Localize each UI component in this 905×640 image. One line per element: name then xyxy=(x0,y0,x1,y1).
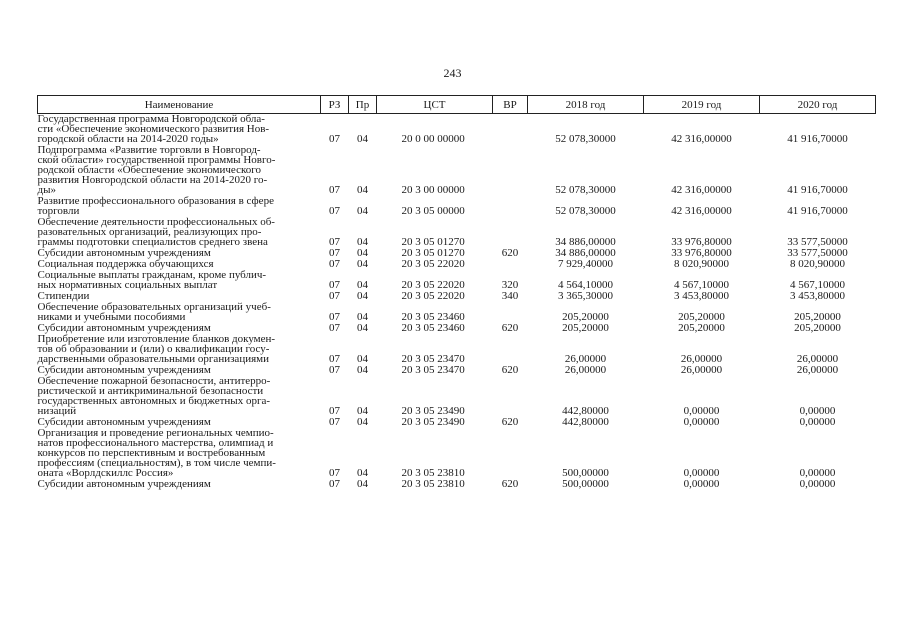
cell-cst: 20 3 05 22020 xyxy=(401,290,465,302)
cell-2020: 3 453,80000 xyxy=(790,290,845,302)
cell-2020: 41 916,70000 xyxy=(787,205,848,217)
cell-2018: 7 929,40000 xyxy=(558,258,613,270)
cell-rz: 07 xyxy=(329,364,340,376)
cell-2019: 33 976,80000 xyxy=(671,247,732,259)
table-row xyxy=(38,196,876,217)
cell-vr xyxy=(493,428,528,479)
cell-rz: 07 xyxy=(329,353,340,365)
table-row xyxy=(38,217,876,248)
cell-rz: 07 xyxy=(329,236,340,248)
cell-pr: 04 xyxy=(357,205,368,217)
cell-name: Подпрограмма «Развитие торговли в Новгород- ской области» государственной программы Новго- родской области «Обеспечение экономического развития Новгородской области на 2014-2020 го- ды» xyxy=(37,144,276,196)
cell-rz: 07 xyxy=(329,405,340,417)
cell-2020: 33 577,50000 xyxy=(787,247,848,259)
cell-2019: 205,20000 xyxy=(678,311,725,323)
cell-2018: 500,00000 xyxy=(562,467,609,479)
cell-rz: 07 xyxy=(329,290,340,302)
cell-2018: 34 886,00000 xyxy=(555,247,616,259)
cell-rz: 07 xyxy=(329,416,340,428)
cell-pr: 04 xyxy=(357,478,368,490)
cell-2019: 8 020,90000 xyxy=(674,258,729,270)
column-header-pr: Пр xyxy=(349,96,377,114)
cell-2018: 26,00000 xyxy=(564,364,607,376)
cell-name: Субсидии автономным учреждениям xyxy=(37,478,211,490)
cell-cst: 20 3 05 23490 xyxy=(401,405,465,417)
cell-vr: 620 xyxy=(501,416,519,428)
cell-cst: 20 3 05 22020 xyxy=(401,279,465,291)
cell-vr xyxy=(493,114,528,146)
cell-2018: 205,20000 xyxy=(562,322,609,334)
cell-2018: 52 078,30000 xyxy=(555,133,616,145)
column-header-2020: 2020 год xyxy=(760,96,876,114)
cell-vr: 340 xyxy=(501,290,519,302)
cell-name: Субсидии автономным учреждениям xyxy=(37,247,211,259)
cell-rz: 07 xyxy=(329,322,340,334)
cell-2020: 41 916,70000 xyxy=(787,184,848,196)
cell-2020: 41 916,70000 xyxy=(787,133,848,145)
column-header-2018: 2018 год xyxy=(528,96,644,114)
cell-2018: 3 365,30000 xyxy=(558,290,613,302)
cell-pr: 04 xyxy=(357,353,368,365)
cell-vr xyxy=(493,334,528,365)
table-row xyxy=(38,145,876,196)
cell-2019: 205,20000 xyxy=(678,322,725,334)
cell-name: Организация и проведение региональных чемпио- натов профессионального мастерства, олимпиад и конкурсов по перспективным и востребованным профессиям (специальностям), в том числе чемпи- оната «Ворлдскиллс Россия» xyxy=(37,427,276,479)
cell-name: Субсидии автономным учреждениям xyxy=(37,416,211,428)
cell-2019: 26,00000 xyxy=(680,353,723,365)
cell-2019: 26,00000 xyxy=(680,364,723,376)
cell-2019: 0,00000 xyxy=(683,467,720,479)
cell-2019: 42 316,00000 xyxy=(671,184,732,196)
cell-cst: 20 3 05 01270 xyxy=(401,247,465,259)
cell-name: Стипендии xyxy=(37,290,90,302)
table-row xyxy=(38,302,876,323)
table-body xyxy=(38,114,876,491)
cell-name: Обеспечение деятельности профессиональных об- разовательных организаций, реализующих про- граммы подготовки специалистов среднего звена xyxy=(37,216,275,248)
table-row xyxy=(38,479,876,490)
cell-2018: 442,80000 xyxy=(562,405,609,417)
cell-vr xyxy=(493,259,528,270)
cell-rz: 07 xyxy=(329,205,340,217)
cell-pr: 04 xyxy=(357,247,368,259)
cell-vr xyxy=(493,302,528,323)
cell-rz: 07 xyxy=(329,184,340,196)
cell-cst: 20 3 05 23810 xyxy=(401,467,465,479)
column-header-2019: 2019 год xyxy=(644,96,760,114)
cell-vr: 620 xyxy=(501,478,519,490)
cell-cst: 20 3 05 01270 xyxy=(401,236,465,248)
cell-cst: 20 3 05 00000 xyxy=(401,205,465,217)
cell-cst: 20 0 00 00000 xyxy=(401,133,465,145)
cell-pr: 04 xyxy=(357,290,368,302)
cell-2019: 42 316,00000 xyxy=(671,133,732,145)
cell-2019: 4 567,10000 xyxy=(674,279,729,291)
cell-2020: 0,00000 xyxy=(799,416,836,428)
cell-name: Развитие профессионального образования в сфере торговли xyxy=(37,195,274,217)
cell-2019: 0,00000 xyxy=(683,416,720,428)
cell-vr: 620 xyxy=(501,322,519,334)
column-header-rz: РЗ xyxy=(321,96,349,114)
cell-2019: 33 976,80000 xyxy=(671,236,732,248)
cell-name: Субсидии автономным учреждениям xyxy=(37,322,211,334)
cell-2020: 4 567,10000 xyxy=(790,279,845,291)
cell-vr xyxy=(493,145,528,196)
budget-table-container xyxy=(37,95,875,490)
cell-rz: 07 xyxy=(329,467,340,479)
cell-2019: 0,00000 xyxy=(683,478,720,490)
cell-pr: 04 xyxy=(357,405,368,417)
budget-table xyxy=(37,95,876,490)
table-row xyxy=(38,428,876,479)
cell-2020: 0,00000 xyxy=(799,405,836,417)
cell-name: Государственная программа Новгородской обла- сти «Обеспечение экономического развития Нов- городской области на 2014-2020 годы» xyxy=(37,113,270,145)
cell-cst: 20 3 05 23470 xyxy=(401,364,465,376)
cell-pr: 04 xyxy=(357,236,368,248)
cell-2020: 205,20000 xyxy=(794,322,841,334)
cell-2020: 8 020,90000 xyxy=(790,258,845,270)
cell-rz: 07 xyxy=(329,247,340,259)
cell-rz: 07 xyxy=(329,478,340,490)
cell-vr: 620 xyxy=(501,247,519,259)
cell-2018: 442,80000 xyxy=(562,416,609,428)
cell-cst: 20 3 05 23490 xyxy=(401,416,465,428)
cell-name: Приобретение или изготовление бланков докумен- тов об образовании и (или) о квалификации госу- дарственными образовательными организациями xyxy=(37,333,276,365)
cell-2018: 34 886,00000 xyxy=(555,236,616,248)
page-number: 243 xyxy=(443,66,462,80)
cell-pr: 04 xyxy=(357,322,368,334)
cell-2020: 26,00000 xyxy=(796,364,839,376)
cell-2018: 205,20000 xyxy=(562,311,609,323)
cell-2018: 52 078,30000 xyxy=(555,205,616,217)
cell-2020: 0,00000 xyxy=(799,478,836,490)
column-header-cst: ЦСТ xyxy=(377,96,493,114)
cell-2018: 500,00000 xyxy=(562,478,609,490)
cell-2018: 52 078,30000 xyxy=(555,184,616,196)
cell-vr: 620 xyxy=(501,364,519,376)
cell-pr: 04 xyxy=(357,184,368,196)
cell-cst: 20 3 05 23810 xyxy=(401,478,465,490)
cell-pr: 04 xyxy=(357,364,368,376)
table-row xyxy=(38,270,876,291)
cell-2020: 0,00000 xyxy=(799,467,836,479)
cell-pr: 04 xyxy=(357,467,368,479)
cell-pr: 04 xyxy=(357,416,368,428)
cell-2019: 0,00000 xyxy=(683,405,720,417)
cell-cst: 20 3 05 23470 xyxy=(401,353,465,365)
cell-name: Социальная поддержка обучающихся xyxy=(37,258,214,270)
table-row xyxy=(38,114,876,146)
cell-cst: 20 3 00 00000 xyxy=(401,184,465,196)
cell-cst: 20 3 05 22020 xyxy=(401,258,465,270)
cell-vr xyxy=(493,217,528,248)
cell-2019: 42 316,00000 xyxy=(671,205,732,217)
column-header-name: Наименование xyxy=(38,96,321,114)
cell-rz: 07 xyxy=(329,258,340,270)
cell-pr: 04 xyxy=(357,279,368,291)
cell-pr: 04 xyxy=(357,258,368,270)
cell-2020: 26,00000 xyxy=(796,353,839,365)
cell-2018: 4 564,10000 xyxy=(558,279,613,291)
cell-vr xyxy=(493,376,528,417)
cell-name: Субсидии автономным учреждениям xyxy=(37,364,211,376)
table-header-row xyxy=(38,96,876,114)
column-header-vr: ВР xyxy=(493,96,528,114)
cell-cst: 20 3 05 23460 xyxy=(401,311,465,323)
cell-rz: 07 xyxy=(329,279,340,291)
cell-2020: 205,20000 xyxy=(794,311,841,323)
cell-rz: 07 xyxy=(329,311,340,323)
cell-2020: 33 577,50000 xyxy=(787,236,848,248)
table-row xyxy=(38,334,876,365)
cell-vr: 320 xyxy=(501,279,519,291)
cell-rz: 07 xyxy=(329,133,340,145)
cell-pr: 04 xyxy=(357,311,368,323)
cell-name: Обеспечение образовательных организаций учеб- никами и учебными пособиями xyxy=(37,301,271,323)
cell-2019: 3 453,80000 xyxy=(674,290,729,302)
cell-pr: 04 xyxy=(357,133,368,145)
cell-2018: 26,00000 xyxy=(564,353,607,365)
cell-cst: 20 3 05 23460 xyxy=(401,322,465,334)
cell-name: Обеспечение пожарной безопасности, антитерро- ристической и антикриминальной безопасности государственных автономных и бюджетных орга- низаций xyxy=(37,375,271,417)
cell-vr xyxy=(493,196,528,217)
table-row xyxy=(38,376,876,417)
cell-name: Социальные выплаты гражданам, кроме публич- ных нормативных социальных выплат xyxy=(37,269,267,291)
